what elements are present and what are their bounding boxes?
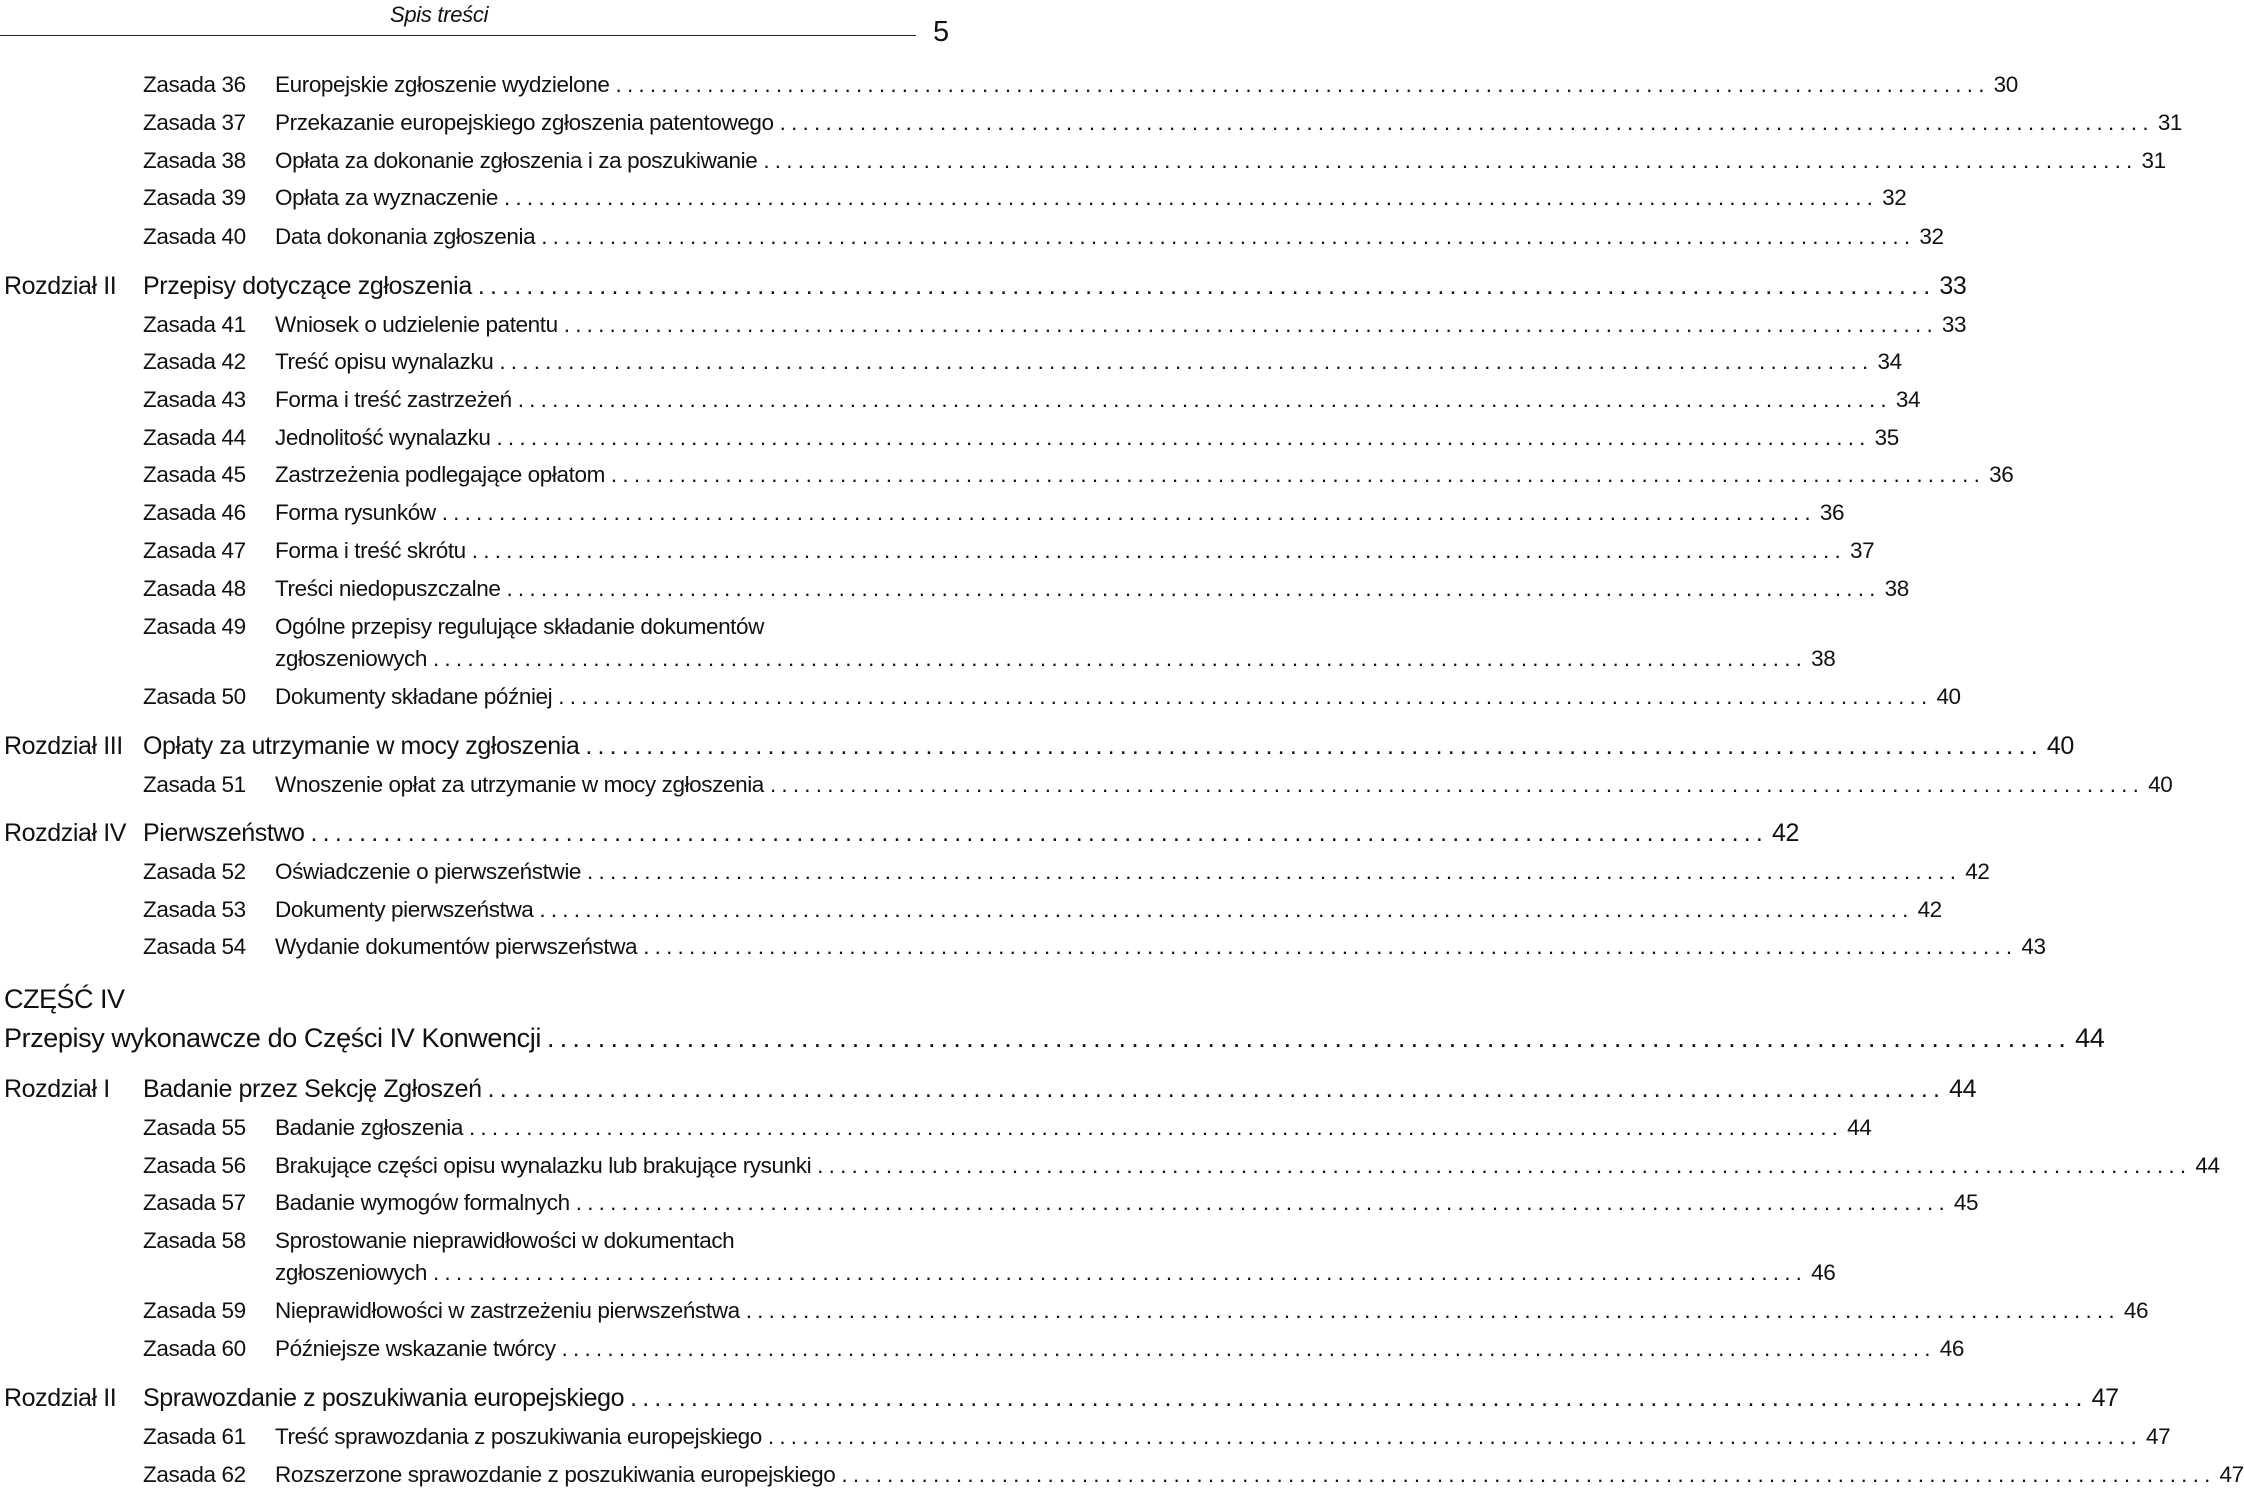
toc-chapter-entry[interactable] [143,732,2074,761]
chapter-label: Rozdział II [4,1384,117,1412]
toc-entry-page: 34 [1877,349,1902,374]
toc-entry-title: Przepisy wykonawcze do Części IV Konwencji [4,1023,541,1053]
rule-label: Zasada 45 [143,462,246,487]
toc-entry-title: Forma rysunków [275,500,436,525]
dot-leader: ........................................................................................................................ [841,1462,2216,1487]
toc-entry-title: Rozszerzone sprawozdanie z poszukiwania europejskiego [275,1462,836,1487]
rule-label: Zasada 61 [143,1424,246,1449]
dot-leader: ........................................................................................................................ [477,272,1936,300]
toc-rule-entry[interactable] [275,897,1942,923]
dot-leader: ........................................................................................................................ [496,425,1871,450]
page-number: 5 [933,16,950,48]
toc-rule-entry[interactable] [275,1260,1836,1286]
toc-entry-title: Oświadczenie o pierwszeństwie [275,859,582,884]
toc-entry-title: Opłata za dokonanie zgłoszenia i za poszukiwanie [275,148,758,173]
rule-label: Zasada 55 [143,1115,246,1140]
dot-leader: ........................................................................................................................ [779,110,2154,135]
dot-leader: ........................................................................................................................ [643,934,2018,959]
toc-entry-page: 44 [2195,1153,2220,1178]
toc-entry-title: Opłata za wyznaczenie [275,185,498,210]
toc-rule-entry[interactable] [275,1153,2220,1179]
chapter-label: Rozdział III [4,732,123,760]
toc-entry-title: Zastrzeżenia podlegające opłatom [275,462,605,487]
toc-rule-entry[interactable] [275,1424,2171,1450]
toc-rule-entry[interactable] [275,425,1899,451]
rule-label: Zasada 62 [143,1462,246,1487]
dot-leader: ........................................................................................................................ [506,576,1881,601]
toc-rule-entry[interactable] [275,72,2018,98]
toc-part-entry[interactable] [4,1023,2105,1054]
toc-entry-page: 46 [1939,1336,1964,1361]
rule-label: Zasada 42 [143,349,246,374]
toc-entry-title: Europejskie zgłoszenie wydzielone [275,72,610,97]
toc-entry-title: Opłaty za utrzymanie w mocy zgłoszenia [143,732,580,760]
rule-label: Zasada 44 [143,425,246,450]
rule-label: Zasada 48 [143,576,246,601]
toc-entry-title: zgłoszeniowych [275,1260,427,1285]
toc-entry-page: 45 [1953,1190,1979,1215]
toc-rule-entry[interactable] [275,1336,1964,1362]
toc-entry-page: 44 [1949,1075,1977,1103]
toc-entry-page: 40 [2046,732,2074,760]
toc-chapter-entry[interactable] [143,1384,2119,1413]
toc-entry-title: Brakujące części opisu wynalazku lub brakujące rysunki [275,1153,812,1178]
dot-leader: ........................................................................................................................ [517,387,1892,412]
dot-leader: ........................................................................................................................ [767,1424,2143,1449]
toc-entry-title: Forma i treść zastrzeżeń [275,387,512,412]
dot-leader: ........................................................................................................................ [563,312,1938,337]
dot-leader: ........................................................................................................................ [575,1190,1950,1215]
toc-rule-entry[interactable] [275,500,1845,526]
toc-entry-title: Treści niedopuszczalne [275,576,501,601]
toc-entry-page: 44 [2075,1023,2105,1053]
toc-entry-page: 47 [2219,1462,2244,1487]
rule-label: Zasada 36 [143,72,246,97]
toc-entry-page: 44 [1847,1115,1872,1140]
toc-entry-title: Badanie zgłoszenia [275,1115,463,1140]
toc-entry-title: Dokumenty składane później [275,684,553,709]
toc-entry-page: 37 [1849,538,1875,563]
toc-rule-entry[interactable] [275,772,2173,798]
rule-label: Zasada 40 [143,224,246,249]
toc-chapter-entry[interactable] [143,819,1800,848]
dot-leader: ........................................................................................................................ [769,772,2145,797]
dot-leader: ........................................................................................................................ [763,148,2138,173]
rule-label: Zasada 52 [143,859,246,884]
toc-entry-title: Sprawozdanie z poszukiwania europejskiego [143,1384,625,1412]
toc-entry-title: Treść opisu wynalazku [275,349,494,374]
rule-label: Zasada 38 [143,148,246,173]
dot-leader: ........................................................................................................................ [468,1115,1844,1140]
rule-label: Zasada 43 [143,387,246,412]
dot-leader: ........................................................................................................................ [432,646,1808,671]
rule-label: Zasada 51 [143,772,246,797]
dot-leader: ........................................................................................................................ [471,538,1846,563]
dot-leader: ........................................................................................................................ [585,732,2043,760]
toc-entry-title: Treść sprawozdania z poszukiwania europejskiego [275,1424,762,1449]
toc-entry-title: Badanie przez Sekcję Zgłoszeń [143,1075,482,1103]
rule-label: Zasada 50 [143,684,246,709]
chapter-label: Rozdział I [4,1075,110,1103]
toc-rule-entry[interactable] [275,462,2014,488]
toc-entry-page: 34 [1895,387,1921,412]
toc-rule-entry[interactable] [275,1190,1979,1216]
toc-entry-title-line1: Sprostowanie nieprawidłowości w dokumentach [275,1228,735,1253]
dot-leader: ........................................................................................................................ [432,1260,1808,1285]
toc-chapter-entry[interactable] [143,272,1967,301]
toc-rule-entry[interactable] [275,646,1836,672]
toc-entry-title: Pierwszeństwo [143,819,305,847]
toc-entry-title: Wydanie dokumentów pierwszeństwa [275,934,638,959]
toc-entry-title: Przekazanie europejskiego zgłoszenia patentowego [275,110,774,135]
toc-entry-title: Przepisy dotyczące zgłoszenia [143,272,472,300]
rule-label: Zasada 59 [143,1298,246,1323]
toc-entry-title: Późniejsze wskazanie twórcy [275,1336,556,1361]
dot-leader: ........................................................................................................................ [310,819,1769,847]
toc-entry-title: Badanie wymogów formalnych [275,1190,570,1215]
rule-label: Zasada 58 [143,1228,246,1253]
toc-entry-page: 36 [1819,500,1845,525]
toc-entry-page: 30 [1993,72,2018,97]
toc-entry-page: 38 [1811,646,1836,671]
toc-rule-entry[interactable] [275,576,1909,602]
dot-leader: ........................................................................................................................ [503,185,1879,210]
toc-rule-entry[interactable] [275,859,1990,885]
chapter-label: Rozdział IV [4,819,127,847]
chapter-label: Rozdział II [4,272,117,300]
toc-entry-title: zgłoszeniowych [275,646,427,671]
toc-entry-page: 47 [2091,1384,2119,1412]
toc-entry-page: 42 [1772,819,1800,847]
toc-entry-page: 35 [1874,425,1899,450]
toc-entry-page: 38 [1884,576,1909,601]
toc-entry-title: Nieprawidłowości w zastrzeżeniu pierwszeństwa [275,1298,740,1323]
toc-entry-page: 46 [1811,1260,1836,1285]
rule-label: Zasada 46 [143,500,246,525]
toc-entry-title: Jednolitość wynalazku [275,425,491,450]
rule-label: Zasada 54 [143,934,246,959]
toc-entry-page: 31 [2141,148,2166,173]
toc-rule-entry[interactable] [275,110,2183,136]
toc-chapter-entry[interactable] [143,1075,1977,1104]
dot-leader: ........................................................................................................................ [539,897,1914,922]
toc-entry-page: 40 [1936,684,1961,709]
toc-entry-page: 42 [1965,859,1990,884]
toc-entry-page: 32 [1882,185,1907,210]
dot-leader: ........................................................................................................................ [561,1336,1936,1361]
rule-label: Zasada 56 [143,1153,246,1178]
toc-rule-entry[interactable] [275,1115,1872,1141]
rule-label: Zasada 39 [143,185,246,210]
dot-leader: ........................................................................................................................ [587,859,1962,884]
toc-rule-entry[interactable] [275,185,1907,211]
toc-rule-entry[interactable] [275,148,2166,174]
dot-leader: ........................................................................................................................ [558,684,1933,709]
part-label: CZĘŚĆ IV [4,984,125,1014]
dot-leader: ........................................................................................................................ [745,1298,2120,1323]
toc-entry-title: Dokumenty pierwszeństwa [275,897,534,922]
toc-rule-entry[interactable] [275,538,1875,564]
rule-label: Zasada 60 [143,1336,246,1361]
rule-label: Zasada 49 [143,614,246,639]
dot-leader: ........................................................................................................................ [541,224,1916,249]
toc-entry-page: 33 [1941,312,1967,337]
toc-entry-page: 46 [2123,1298,2149,1323]
rule-label: Zasada 53 [143,897,246,922]
toc-entry-page: 31 [2157,110,2183,135]
running-header-title: Spis treści [390,2,489,27]
toc-entry-page: 36 [1989,462,2014,487]
dot-leader: ........................................................................................................................ [487,1075,1946,1103]
toc-entry-page: 32 [1919,224,1944,249]
dot-leader: ........................................................................................................................ [546,1023,2072,1053]
toc-entry-title: Wniosek o udzielenie patentu [275,312,558,337]
toc-rule-entry[interactable] [275,684,1961,710]
dot-leader: ........................................................................................................................ [615,72,1990,97]
toc-rule-entry[interactable] [275,387,1921,413]
rule-label: Zasada 47 [143,538,246,563]
toc-rule-entry[interactable] [275,1462,2244,1488]
toc-entry-page: 43 [2021,934,2046,959]
toc-entry-title: Wnoszenie opłat za utrzymanie w mocy zgłoszenia [275,772,764,797]
dot-leader: ........................................................................................................................ [630,1384,2088,1412]
toc-rule-entry[interactable] [275,1298,2149,1324]
rule-label: Zasada 41 [143,312,246,337]
toc-entry-page: 40 [2148,772,2173,797]
dot-leader: ........................................................................................................................ [817,1153,2192,1178]
dot-leader: ........................................................................................................................ [610,462,1986,487]
toc-entry-title: Data dokonania zgłoszenia [275,224,536,249]
toc-rule-entry[interactable] [275,224,1944,250]
toc-rule-entry[interactable] [275,349,1902,375]
toc-entry-title: Forma i treść skrótu [275,538,466,563]
rule-label: Zasada 57 [143,1190,246,1215]
header-rule [0,35,916,36]
toc-rule-entry[interactable] [275,934,2046,960]
toc-entry-page: 47 [2146,1424,2171,1449]
toc-rule-entry[interactable] [275,312,1967,338]
rule-label: Zasada 37 [143,110,246,135]
toc-entry-page: 42 [1917,897,1942,922]
dot-leader: ........................................................................................................................ [499,349,1874,374]
dot-leader: ........................................................................................................................ [441,500,1816,525]
toc-entry-title-line1: Ogólne przepisy regulujące składanie dokumentów [275,614,764,639]
toc-entry-page: 33 [1939,272,1967,300]
